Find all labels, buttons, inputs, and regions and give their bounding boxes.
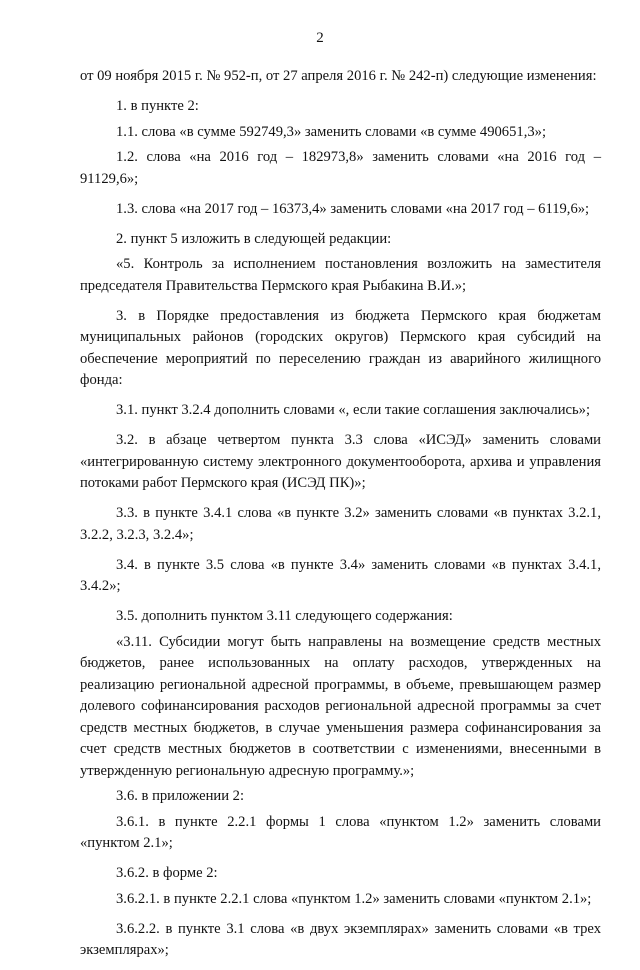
paragraph-item-3-6-2-2: 3.6.2.2. в пункте 3.1 слова «в двух экземплярах» заменить словами «в трех экземплярах»; [80,920,601,958]
document-body [80,66,601,970]
paragraph-item-1: 1. в пункте 2: [116,98,199,114]
paragraph-item-3-5: 3.5. дополнить пунктом 3.11 следующего содержания: [116,608,453,624]
paragraph-item-3-2: 3.2. в абзаце четвертом пункта 3.3 слова «ИСЭД» заменить словами «интегрированную систему электронного документооборота, архива и управления потоками работ Пермского края (ИСЭД ПК)»; [80,432,601,491]
paragraph-item-3-6-1: 3.6.1. в пункте 2.2.1 формы 1 слова «пунктом 1.2» заменить словами «пунктом 2.1»; [80,813,601,851]
paragraph-item-3-11-text: «3.11. Субсидии могут быть направлены на возмещение средств местных бюджетов, ранее использованных на оплату расходов, утвержденных на реализацию региональной адресной программы, в объеме, превышающем размер долевого софинансирования расходов региональной адресной программы за счет средств местных бюджетов, в случае уменьшения размера софинансирования за счет средств местных бюджетов в соответствии с изменениями, внесенными в утвержденную региональную адресную программу.»; [80,633,601,779]
paragraph-item-1-2: 1.2. слова «на 2016 год – 182973,8» заменить словами «на 2016 год – 91129,6»; [80,149,601,187]
paragraph-item-3-3: 3.3. в пункте 3.4.1 слова «в пункте 3.2» заменить словами «в пунктах 3.2.1, 3.2.2, 3.2.3, 3.2.4»; [80,505,601,543]
paragraph-item-2: 2. пункт 5 изложить в следующей редакции: [116,230,392,247]
paragraph-item-2-text: «5. Контроль за исполнением постановления возложить на заместителя председателя Правительства Пермского края Рыбакина В.И.»; [80,256,601,294]
page-number: 2 [316,30,324,46]
paragraph-item-1-1: 1.1. слова «в сумме 592749,3» заменить словами «в сумме 490651,3»; [116,123,546,140]
paragraph-item-3-6-2: 3.6.2. в форме 2: [116,865,218,881]
paragraph-item-3-6: 3.6. в приложении 2: [116,788,245,804]
paragraph-intro: от 09 ноября 2015 г. № 952-п, от 27 апреля 2016 г. № 242-п) следующие изменения: [80,68,597,84]
paragraph-item-3-4: 3.4. в пункте 3.5 слова «в пункте 3.4» заменить словами «в пунктах 3.4.1, 3.4.2»; [80,556,601,594]
paragraph-item-3-1: 3.1. пункт 3.2.4 дополнить словами «, если такие соглашения заключались»; [116,402,591,418]
paragraph-item-3-6-2-1: 3.6.2.1. в пункте 2.2.1 слова «пунктом 1.2» заменить словами «пунктом 2.1»; [116,890,592,907]
paragraph-item-1-3: 1.3. слова «на 2017 год – 16373,4» заменить словами «на 2017 год – 6119,6»; [116,200,590,217]
paragraph-item-3: 3. в Порядке предоставления из бюджета Пермского края бюджетам муниципальных районов (городских округов) Пермского края субсидий на обеспечение мероприятий по переселению граждан из аварийного жилищного фонда: [80,307,601,388]
